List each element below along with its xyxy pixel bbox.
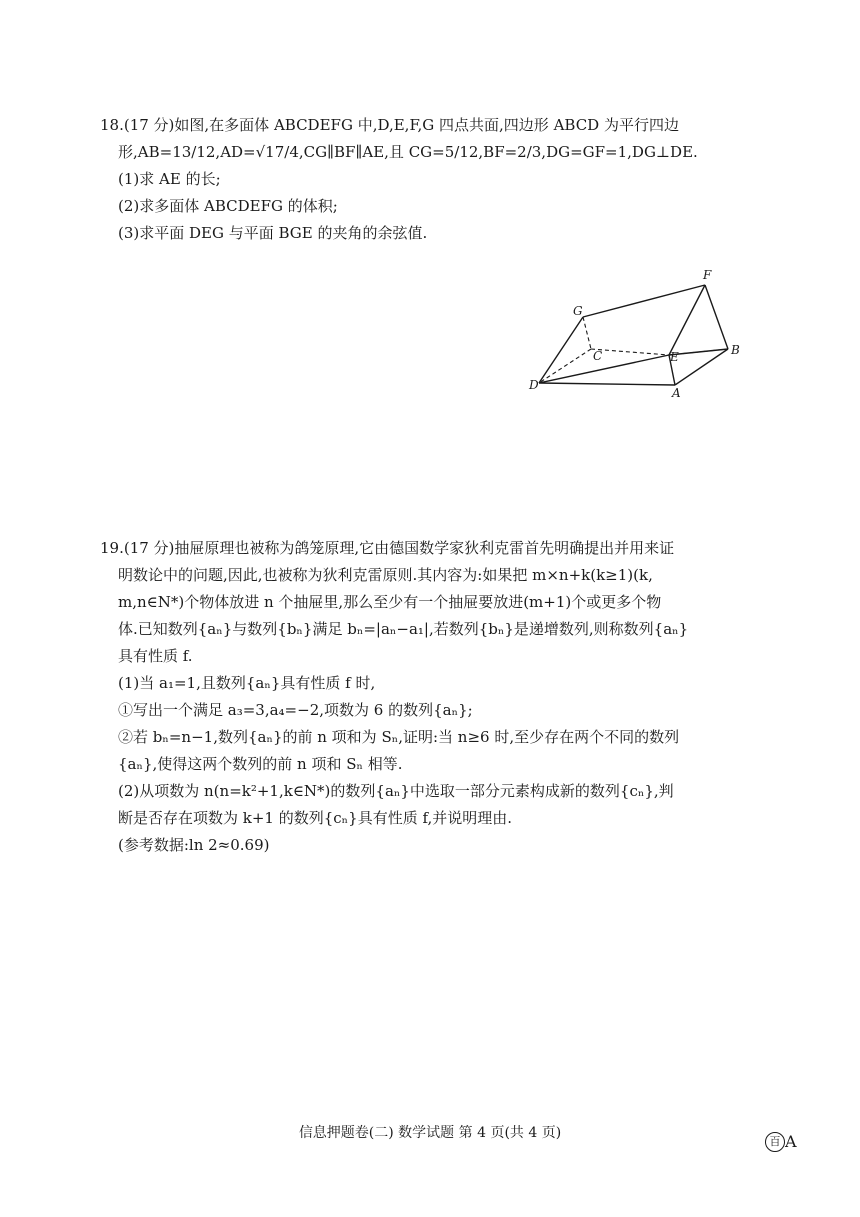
q18-part-2: (2)求多面体 ABCDEFG 的体积; bbox=[118, 197, 338, 215]
corner-mark bbox=[765, 1131, 797, 1152]
label-D: D bbox=[529, 378, 539, 392]
q19-line: m,n∈N*)个物体放进 n 个抽屉里,那么至少有一个抽屉要放进(m+1)个或更多个物 bbox=[118, 593, 662, 611]
q19-reference-data: (参考数据:ln 2≈0.69) bbox=[118, 836, 270, 854]
label-C: C bbox=[593, 349, 603, 363]
q19-line: 体.已知数列{aₙ}与数列{bₙ}满足 bₙ=|aₙ−a₁|,若数列{bₙ}是递增数列,则称数列{aₙ} bbox=[118, 620, 689, 638]
q19-part-2: (2)从项数为 n(n=k²+1,k∈N*)的数列{aₙ}中选取一部分元素构成新的数列{cₙ},判 bbox=[118, 782, 674, 800]
label-B: B bbox=[731, 343, 740, 357]
polyhedron-figure bbox=[525, 265, 755, 400]
q19-line: 明数论中的问题,因此,也被称为狄利克雷原则.其内容为:如果把 m×n+k(k≥1)(k, bbox=[118, 566, 653, 584]
label-G: G bbox=[573, 304, 583, 318]
q19-line: 具有性质 f. bbox=[118, 647, 193, 665]
label-F: F bbox=[703, 268, 712, 282]
q19-line: 断是否存在项数为 k+1 的数列{cₙ}具有性质 f,并说明理由. bbox=[118, 809, 513, 827]
q18-line: 形,AB=13/12,AD=√17/4,CG∥BF∥AE,且 CG=5/12,BF=2/3,DG=GF=1,DG⊥DE. bbox=[118, 143, 698, 161]
q19-part-1: (1)当 a₁=1,且数列{aₙ}具有性质 f 时, bbox=[118, 674, 376, 692]
q19-part-1-a: ①写出一个满足 a₃=3,a₄=−2,项数为 6 的数列{aₙ}; bbox=[118, 701, 473, 719]
label-E: E bbox=[670, 350, 679, 364]
question-19 bbox=[100, 535, 790, 859]
q18-line: 18.(17 分)如图,在多面体 ABCDEFG 中,D,E,F,G 四点共面,四边形 ABCD 为平行四边 bbox=[100, 116, 679, 134]
question-18 bbox=[100, 112, 790, 247]
q18-part-1: (1)求 AE 的长; bbox=[118, 170, 221, 188]
q18-part-3: (3)求平面 DEG 与平面 BGE 的夹角的余弦值. bbox=[118, 224, 428, 242]
label-A: A bbox=[672, 386, 681, 400]
polyhedron-diagram bbox=[525, 265, 755, 400]
q19-line: 19.(17 分)抽屉原理也被称为鸽笼原理,它由德国数学家狄利克雷首先明确提出并用来证 bbox=[100, 539, 675, 557]
circled-character: 百 bbox=[765, 1132, 785, 1152]
page-footer: 信息押题卷(二) 数学试题 第 4 页(共 4 页) bbox=[298, 1125, 562, 1141]
q19-part-1-b: ②若 bₙ=n−1,数列{aₙ}的前 n 项和为 Sₙ,证明:当 n≥6 时,至少存在两个不同的数列 bbox=[118, 728, 680, 746]
q19-line: {aₙ},使得这两个数列的前 n 项和 Sₙ 相等. bbox=[118, 755, 403, 773]
corner-letter: A bbox=[785, 1132, 797, 1151]
